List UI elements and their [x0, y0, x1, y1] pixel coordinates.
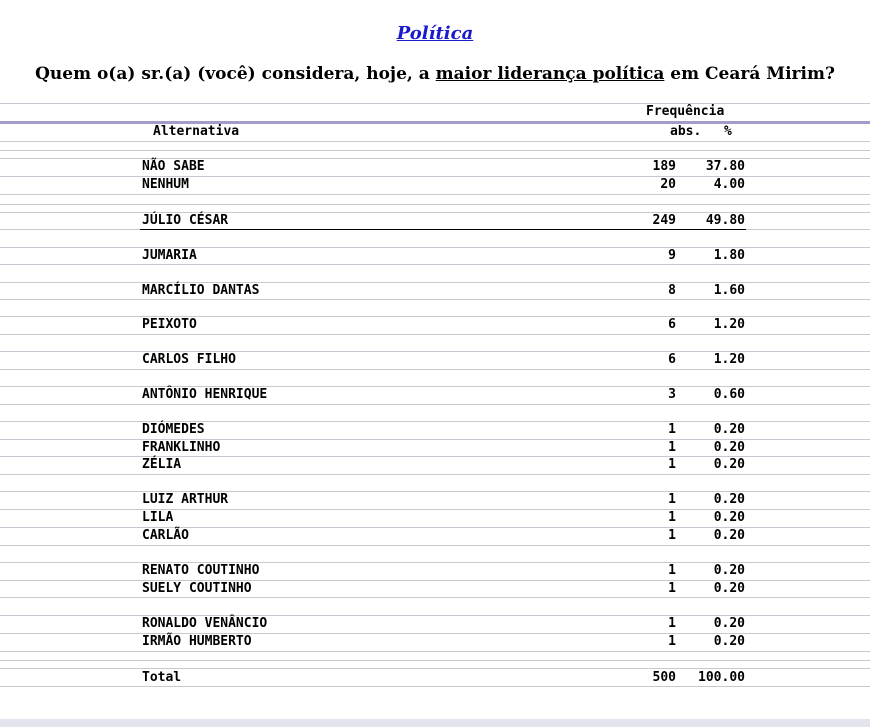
row-abs: 9	[668, 248, 676, 263]
row-abs: 6	[668, 352, 676, 367]
row-label: ANTÔNIO HENRIQUE	[142, 387, 268, 402]
row-pct: 0.20	[713, 457, 745, 472]
total-pct: 100.00	[698, 670, 745, 685]
header-pct: %	[724, 124, 732, 139]
row-pct: 49.80	[705, 213, 745, 228]
row-pct: 0.20	[713, 492, 745, 507]
row-pct: 1.20	[713, 317, 745, 332]
row-pct: 4.00	[713, 177, 745, 192]
row-abs: 249	[652, 213, 676, 228]
row-pct: 0.20	[713, 422, 745, 437]
row-abs: 6	[668, 317, 676, 332]
row-abs: 1	[668, 616, 676, 631]
table-top-rule	[0, 103, 870, 104]
table-rule	[0, 545, 870, 546]
row-pct: 0.20	[713, 563, 745, 578]
row-label: CARLOS FILHO	[142, 352, 236, 367]
row-label: JUMARIA	[142, 248, 197, 263]
table-rule	[0, 474, 870, 475]
row-pct: 37.80	[705, 159, 745, 174]
row-label: JÚLIO CÉSAR	[142, 213, 229, 228]
question-text-end: em Ceará Mirim?	[664, 64, 835, 84]
page-bottom-band	[0, 719, 870, 727]
row-label: NENHUM	[142, 177, 189, 192]
question-title	[0, 62, 870, 86]
row-abs: 1	[668, 492, 676, 507]
table-rule	[0, 264, 870, 265]
row-pct: 0.20	[713, 510, 745, 525]
row-label: IRMÃO HUMBERTO	[142, 634, 252, 649]
row-abs: 1	[668, 440, 676, 455]
row-pct: 0.20	[713, 634, 745, 649]
section-title[interactable]: Política	[396, 23, 474, 44]
header-frequency: Frequência	[646, 104, 725, 119]
row-abs: 1	[668, 510, 676, 525]
row-abs: 1	[668, 563, 676, 578]
row-label: ZÉLIA	[142, 457, 182, 472]
total-abs: 500	[652, 670, 676, 685]
row-pct: 0.20	[713, 581, 745, 596]
table-rule	[0, 141, 870, 142]
table-rule	[0, 651, 870, 652]
row-label: RONALDO VENÂNCIO	[142, 616, 268, 631]
row-abs: 1	[668, 581, 676, 596]
row-label: NÃO SABE	[142, 159, 205, 174]
table-rule	[0, 194, 870, 195]
highlight-underline	[140, 229, 746, 230]
table-header-rule	[0, 121, 870, 124]
row-label: SUELY COUTINHO	[142, 581, 252, 596]
row-abs: 189	[652, 159, 676, 174]
row-abs: 8	[668, 283, 676, 298]
table-rule	[0, 299, 870, 300]
row-pct: 0.20	[713, 528, 745, 543]
row-label: MARCÍLIO DANTAS	[142, 283, 260, 298]
row-pct: 1.80	[713, 248, 745, 263]
table-rule	[0, 150, 870, 151]
row-abs: 1	[668, 634, 676, 649]
table-rule	[0, 404, 870, 405]
row-pct: 1.60	[713, 283, 745, 298]
row-pct: 0.20	[713, 440, 745, 455]
header-abs: abs.	[670, 124, 702, 139]
question-text-underlined: maior liderança política	[435, 64, 665, 84]
total-label: Total	[142, 670, 182, 685]
table-bottom-rule	[0, 686, 870, 687]
row-abs: 3	[668, 387, 676, 402]
table-rule	[0, 334, 870, 335]
row-label: LILA	[142, 510, 174, 525]
row-label: LUIZ ARTHUR	[142, 492, 229, 507]
row-label: CARLÃO	[142, 528, 189, 543]
table-rule	[0, 660, 870, 661]
row-abs: 1	[668, 457, 676, 472]
row-label: PEIXOTO	[142, 317, 197, 332]
table-rule	[0, 369, 870, 370]
row-abs: 1	[668, 422, 676, 437]
table-rule	[0, 668, 870, 669]
question-text-start: Quem o(a) sr.(a) (você) considera, hoje, a	[35, 64, 436, 84]
table-rule	[0, 597, 870, 598]
row-abs: 1	[668, 528, 676, 543]
row-pct: 0.20	[713, 616, 745, 631]
row-label: FRANKLINHO	[142, 440, 221, 455]
row-pct: 1.20	[713, 352, 745, 367]
header-alternative: Alternativa	[153, 124, 240, 139]
row-label: RENATO COUTINHO	[142, 563, 260, 578]
row-label: DIÓMEDES	[142, 422, 205, 437]
row-abs: 20	[660, 177, 676, 192]
table-rule	[0, 204, 870, 205]
row-pct: 0.60	[713, 387, 745, 402]
